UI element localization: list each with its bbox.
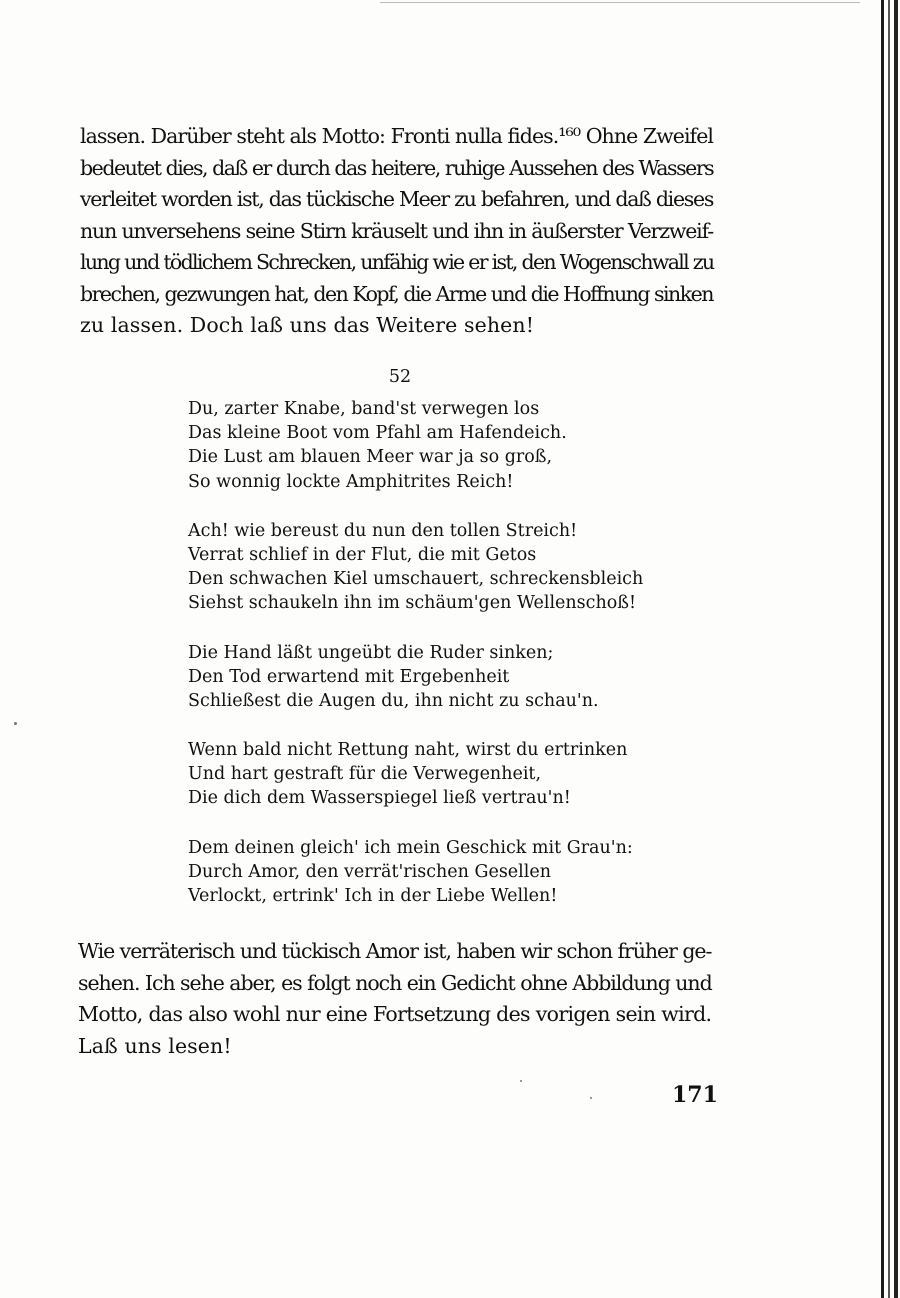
verse-line: Siehst schaukeln ihn im schäum'gen Wellenschoß! bbox=[188, 593, 636, 614]
page-number: 171 bbox=[672, 1082, 718, 1108]
poem bbox=[188, 397, 648, 933]
text-line: verleitet worden ist, das tückische Meer zu befahren, und daß dieses bbox=[80, 187, 714, 211]
stanza-3 bbox=[188, 641, 648, 714]
text-line: Laß uns lesen! bbox=[78, 1033, 232, 1058]
verse-line: So wonnig lockte Amphitrites Reich! bbox=[188, 471, 514, 492]
verse-line: Du, zarter Knabe, band'st verwegen los bbox=[188, 399, 540, 419]
text-line: zu lassen. Doch laß uns das Weitere sehen! bbox=[80, 313, 535, 337]
verse-line: Schließest die Augen du, ihn nicht zu schau'n. bbox=[188, 690, 599, 711]
paragraph-2 bbox=[78, 936, 718, 1062]
scan-speck bbox=[14, 722, 17, 725]
verse-line: Dem deinen gleich' ich mein Geschick mit Grau'n: bbox=[188, 837, 633, 858]
verse-line: Ach! wie bereust du nun den tollen Streich! bbox=[188, 520, 578, 541]
stanza-4 bbox=[188, 738, 648, 811]
text-line: bedeutet dies, daß er durch das heitere, ruhige Aussehen des Wassers bbox=[80, 155, 714, 180]
verse-line: Durch Amor, den verrät'rischen Gesellen bbox=[188, 861, 551, 882]
text-line: Motto, das also wohl nur eine Fortsetzung des vorigen sein wird. bbox=[78, 1002, 712, 1026]
scan-speck bbox=[590, 1097, 592, 1099]
verse-line: Die Lust am blauen Meer war ja so groß, bbox=[188, 447, 553, 468]
poem-number: 52 bbox=[388, 367, 412, 387]
verse-line: Verlockt, ertrink' Ich in der Liebe Wellen! bbox=[188, 886, 558, 906]
verse-line: Wenn bald nicht Rettung naht, wirst du ertrinken bbox=[188, 740, 628, 761]
verse-line: Und hart gestraft für die Verwegenheit, bbox=[188, 764, 542, 785]
stanza-5 bbox=[188, 836, 648, 909]
text-line: Wie verräterisch und tückisch Amor ist, haben wir schon früher ge- bbox=[78, 939, 712, 963]
verse-line: Die Hand läßt ungeübt die Ruder sinken; bbox=[188, 642, 554, 663]
verse-line: Die dich dem Wasserspiegel ließ vertrau'n! bbox=[188, 788, 571, 809]
verse-line: Das kleine Boot vom Pfahl am Hafendeich. bbox=[188, 423, 567, 444]
text-line: lung und tödlichem Schrecken, unfähig wie er ist, den Wogenschwall zu bbox=[80, 250, 714, 274]
binding-edge bbox=[888, 0, 890, 1298]
verse-line: Den schwachen Kiel umschauert, schreckensbleich bbox=[188, 569, 644, 590]
text-line: brechen, gezwungen hat, den Kopf, die Arme und die Hoffnung sinken bbox=[80, 281, 713, 306]
binding-edge bbox=[881, 0, 884, 1298]
scan-speck bbox=[520, 1080, 522, 1082]
verse-line: Den Tod erwartend mit Ergebenheit bbox=[188, 666, 510, 687]
top-edge-shadow bbox=[380, 2, 860, 3]
text-line: lassen. Darüber steht als Motto: Fronti nulla fides.¹⁶⁰ Ohne Zweifel bbox=[80, 124, 714, 148]
text-line: nun unversehens seine Stirn kräuselt und ihn in äußerster Verzweif- bbox=[80, 218, 714, 243]
paragraph-1 bbox=[80, 121, 720, 342]
text-line: sehen. Ich sehe aber, es folgt noch ein Gedicht ohne Abbildung und bbox=[78, 970, 712, 995]
stanza-2 bbox=[188, 519, 648, 616]
stanza-1 bbox=[188, 397, 648, 494]
binding-edge bbox=[894, 0, 898, 1298]
verse-line: Verrat schlief in der Flut, die mit Getos bbox=[188, 544, 537, 565]
